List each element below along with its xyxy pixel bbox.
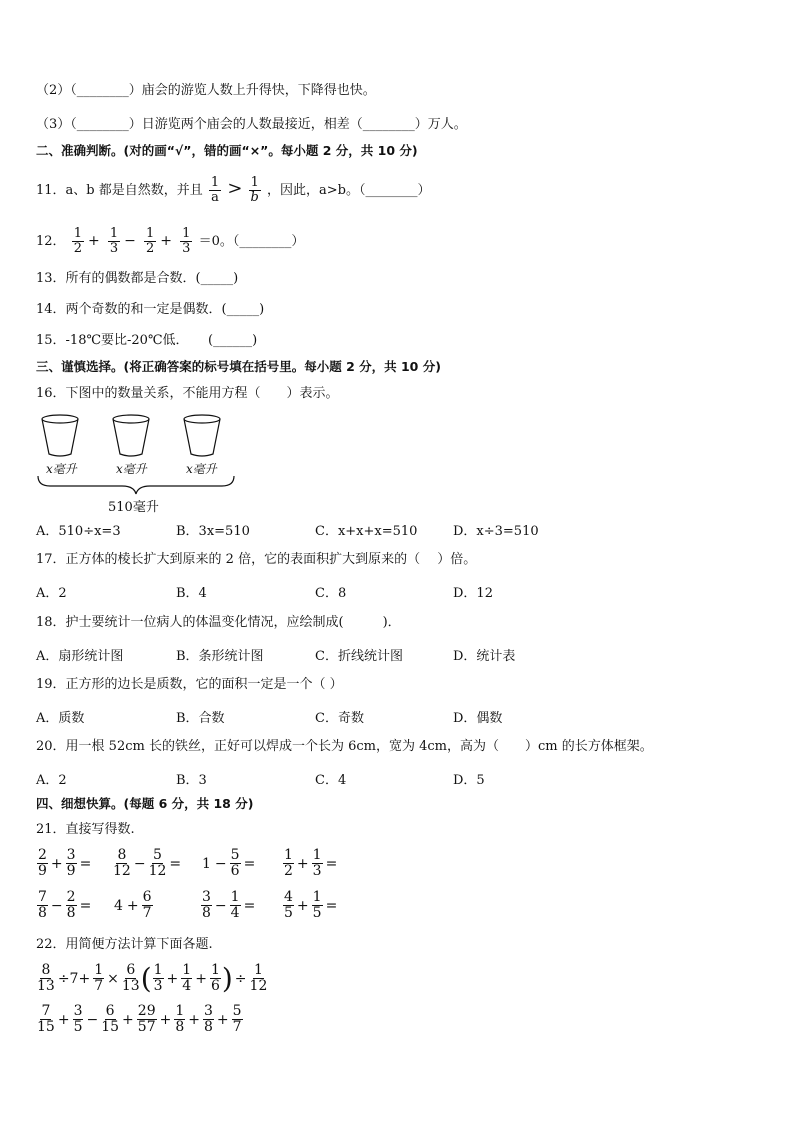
q17-option-b: B．4 [176,586,207,601]
question-21-stem: 21．直接写得数. [36,822,135,837]
question-line-3: （3）（________）日游览两个庙会的人数最接近，相差（________）万人。 [36,117,467,132]
q16-option-d: D．x÷3=510 [453,524,539,539]
q11-prefix: 11．a、b 都是自然数，并且 [36,183,203,198]
section-heading-3: 三、谨慎选择。(将正确答案的标号填在括号里。每小题 2 分，共 10 分) [36,359,441,374]
q19-option-c: C．奇数 [315,711,364,726]
q11-suffix: ，因此，a>b。（________） [267,183,431,198]
q21-r2-item-3: 3 8 − $\frac{1}{4}$ = [202,889,256,921]
q21-r2-item-2: 4 + $\frac{6}{7}$ [114,889,152,921]
cup-label-3: x毫升 [186,462,217,476]
section-heading-2: 二、准确判断。(对的画“√”，错的画“×”。每小题 2 分，共 10 分) [36,143,418,158]
q16-option-a: A．510÷x=3 [36,524,121,539]
question-17-stem: 17．正方体的棱长扩大到原来的 2 倍，它的表面积扩大到原来的（ ）倍。 [36,552,477,567]
q22-expression-2: 7 15 + $\frac{3}{5}$ − $\frac{6}{15}$ + $\frac{29}{57}$ + $\frac{1}{8}$ + $\frac{3}{8}$ + $\frac{5}{7}$ [37,1003,242,1035]
cups-figure [36,410,236,515]
question-12: 12． $\frac{1}{2}$ + $\frac{1}{3}$ − $\frac{1}{2}$ + $\frac{1}{3}$ ＝0。（________） [36,226,305,256]
q20-option-a: A．2 [36,773,67,788]
q21-r1-item-4: 1 2 + $\frac{1}{3}$ = [284,847,338,879]
q20-option-c: C．4 [315,773,347,788]
q21-r1-item-2: 8 12 − $\frac{5}{12}$ = [113,847,182,879]
q11-gt: > [227,178,243,199]
q17-option-d: D．12 [453,586,493,601]
cup-label-2: x毫升 [116,462,147,476]
question-16-stem: 16．下图中的数量关系，不能用方程（ ）表示。 [36,386,339,401]
q20-option-b: B．3 [176,773,207,788]
q12-suffix: ＝0。（________） [198,234,305,249]
q11-fraction-2: $\frac{1}{b}$ [250,175,259,205]
q18-option-b: B．条形统计图 [176,649,264,664]
q20-option-d: D．5 [453,773,485,788]
q21-r2-item-1: 7 8 − $\frac{2}{8}$ = [38,889,92,921]
cup-label-1: x毫升 [46,462,77,476]
q12-prefix: 12． [36,234,66,249]
section-heading-4: 四、细想快算。(每题 6 分，共 18 分) [36,796,254,811]
q21-r2-item-4: 4 5 + $\frac{1}{5}$ = [284,889,338,921]
q16-option-c: C．x+x+x=510 [315,524,418,539]
q18-option-c: C．折线统计图 [315,649,403,664]
q17-option-a: A．2 [36,586,67,601]
question-line-2: （2）（________）庙会的游览人数上升得快，下降得也快。 [36,83,376,98]
q18-option-d: D．统计表 [453,649,516,664]
question-18-stem: 18．护士要统计一位病人的体温变化情况，应绘制成( )． [36,615,401,630]
total-label: 510毫升 [108,500,159,515]
q12-fraction-4: $\frac{1}{3}$ [182,226,191,256]
q19-option-d: D．偶数 [453,711,503,726]
q19-option-b: B．合数 [176,711,225,726]
q11-fraction-1: $\frac{1}{a}$ [210,175,220,205]
question-20-stem: 20．用一根 52cm 长的铁丝，正好可以焊成一个长为 6cm，宽为 4cm，高为（ ）cm 的长方体框架。 [36,739,653,754]
q21-r1-item-1: 2 9 + $\frac{3}{9}$ = [38,847,92,879]
question-13: 13．所有的偶数都是合数．(_____) [36,271,239,286]
question-22-stem: 22．用简便方法计算下面各题. [36,937,213,952]
q17-option-c: C．8 [315,586,347,601]
q12-fraction-2: $\frac{1}{3}$ [109,226,119,256]
question-11 [36,172,430,208]
question-14: 14．两个奇数的和一定是偶数．(_____) [36,302,265,317]
q16-option-b: B．3x=510 [176,524,250,539]
q18-option-a: A．扇形统计图 [36,649,124,664]
q12-fraction-3: $\frac{1}{2}$ [146,226,155,256]
q22-expression-1: $\frac{8}{13}$ ÷7+ $\frac{1}{7}$ × $\frac{6}{13}$ ( 1 3 + $\frac{1}{4}$ + $\frac{1}{6}$ ) ÷ $\frac{1}{12}$ [37,962,268,995]
q12-fraction-1: $\frac{1}{2}$ [73,226,82,256]
question-15: 15．-18℃要比-20℃低． (______) [36,333,258,348]
q19-option-a: A．质数 [36,711,85,726]
q21-r1-item-3: 1 − $\frac{5}{6}$ = [202,847,256,879]
question-19-stem: 19．正方形的边长是质数，它的面积一定是一个（ ） [36,677,343,692]
